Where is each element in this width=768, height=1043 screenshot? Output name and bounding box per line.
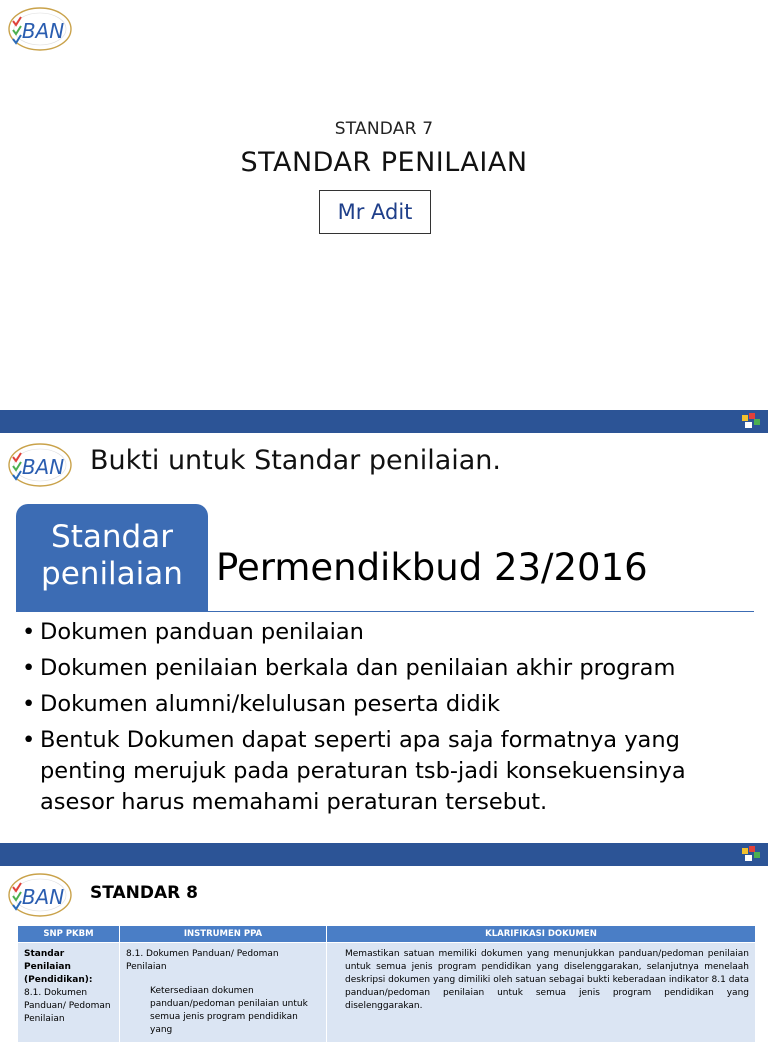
cell-text: Ketersediaan dokumen panduan/pedoman penilaian untuk semua jenis program pendidikan yang [150, 986, 308, 1035]
slide-evidence [0, 433, 768, 843]
cell-title: 8.1. Dokumen Panduan/ Pedoman Penilaian [126, 949, 279, 972]
ban-logo-icon [7, 5, 73, 53]
list-item: • Bentuk Dokumen dapat seperti apa saja formatnya yang penting merujuk pada peraturan tsb-jadi konsekuensinya asesor harus memahami peraturan tersebut. [22, 727, 686, 815]
ministry-logo-icon [740, 845, 762, 864]
column-header: INSTRUMEN PPA [120, 926, 327, 943]
cell-text: 8.1. Dokumen Panduan/ Pedoman Penilaian [24, 988, 111, 1024]
slide-divider-bar [0, 410, 768, 433]
slide-heading: STANDAR 8 [90, 883, 199, 903]
author-box: Mr Adit [319, 190, 431, 234]
standard-tab [16, 504, 208, 611]
tab-line-2: penilaian [41, 556, 183, 592]
logo-text: BAN [21, 455, 65, 479]
list-item: • Dokumen penilaian berkala dan penilaian akhir program [22, 653, 752, 684]
ban-logo-icon [7, 441, 73, 489]
table-header-row [18, 926, 756, 943]
bullet-icon: • [22, 655, 36, 681]
table-cell [327, 943, 756, 1043]
standard-table [17, 925, 756, 1043]
cell-title: Standar Penilaian (Pendidikan): [24, 949, 93, 985]
slide-title-text: STANDAR PENILAIAN [240, 147, 528, 178]
column-header: SNP PKBM [18, 926, 120, 943]
column-header: KLARIFIKASI DOKUMEN [327, 926, 756, 943]
table-row [18, 943, 756, 1043]
list-item: • Dokumen alumni/kelulusan peserta didik [22, 689, 752, 720]
table-cell [120, 943, 327, 1043]
ban-logo-icon [7, 871, 73, 919]
tab-underline [16, 611, 754, 612]
regulation-title: Permendikbud 23/2016 [216, 546, 648, 589]
slide-heading: Bukti untuk Standar penilaian. [90, 445, 501, 476]
logo-text: BAN [21, 19, 65, 43]
evidence-list [22, 617, 752, 823]
bullet-icon: • [22, 727, 36, 753]
tab-line-1: Standar [51, 519, 173, 555]
slide-divider-bar [0, 843, 768, 866]
slide-title [0, 0, 768, 410]
table-cell [18, 943, 120, 1043]
bullet-icon: • [22, 691, 36, 717]
slide-subtitle: STANDAR 7 [334, 119, 434, 139]
logo-text: BAN [21, 885, 65, 909]
slide-standard-8 [0, 866, 768, 1035]
list-item: • Dokumen panduan penilaian [22, 617, 752, 648]
ministry-logo-icon [740, 412, 762, 431]
bullet-icon: • [22, 619, 36, 645]
cell-text: Memastikan satuan memiliki dokumen yang menunjukkan panduan/pedoman penilaian untuk semua jenis program pendidikan yang diselenggarakan, selanjutnya menelaah deskripsi dokumen yang dimiliki oleh satuan sebagai bukti keberadaan indikator 8.1 data panduan/pedoman penilaian untuk semua jenis program pendidikan yang diselenggarakan. [345, 949, 749, 1011]
